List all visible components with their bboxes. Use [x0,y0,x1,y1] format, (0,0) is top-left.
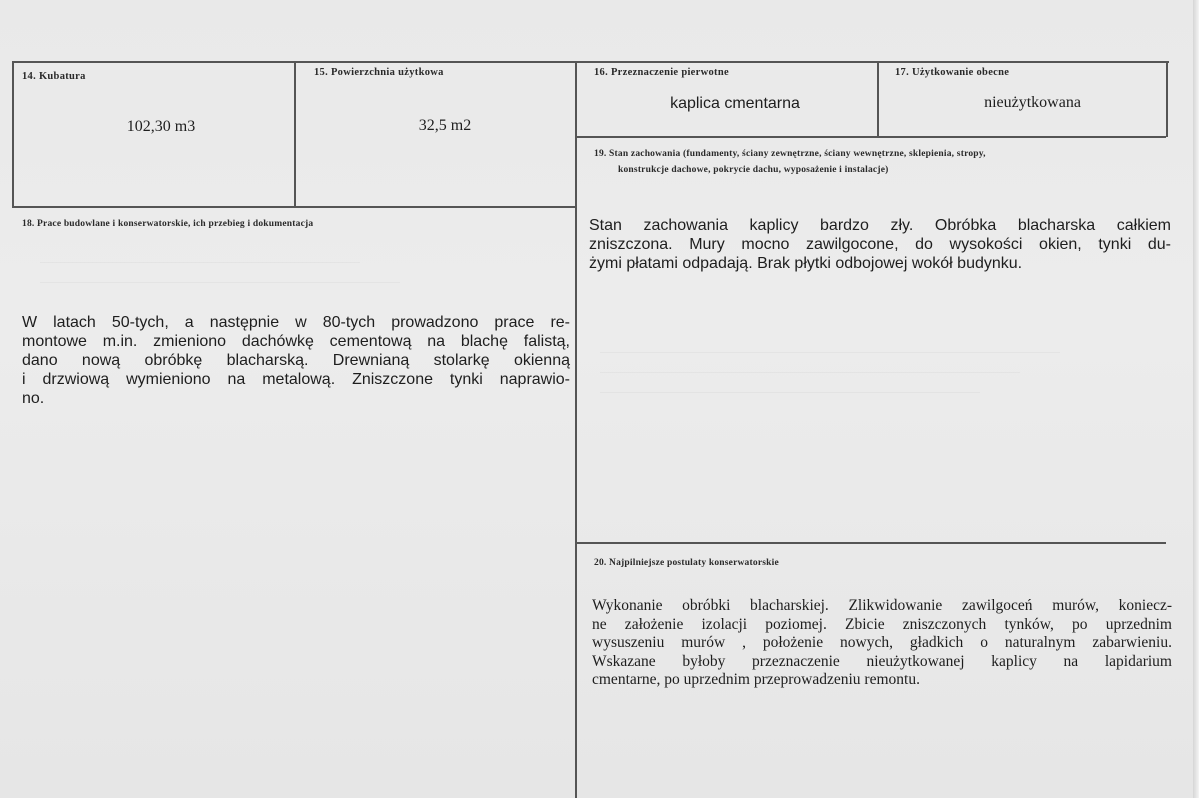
field-20-line: ne założenie izolacji poziomej. Zbicie zniszczonych tynków, po uprzednim [592,615,1172,633]
bleed-through-mark [600,352,1060,353]
field-19-line: żymi płatami odpadają. Brak płytki odbojowej wokół budynku. [589,255,1023,272]
field-16-label: 16. Przeznaczenie pierwotne [594,67,729,78]
field-18-line: i drzwiową wymieniono na metalową. Zniszczone tynki naprawio- [22,371,570,388]
field-20-line: wysuszeniu murów , położenie nowych, gładkich o naturalnym zabarwieniu. [592,634,1172,651]
bleed-through-mark [40,282,400,283]
field-19-label-line: 19. Stan zachowania (fundamenty, ściany zewnętrzne, ściany wewnętrzne, sklepienia, stropy, [594,149,986,159]
rule-under-16-17 [576,136,1166,138]
field-18-line: W latach 50-tych, a następnie w 80-tych prowadzono prace re- [22,314,570,331]
field-19-line: Stan zachowania kaplicy bardzo zły. Obróbka blacharska całkiem [589,217,1171,234]
field-18-label: 18. Prace budowlane i konserwatorskie, ich przebieg i dokumentacja [22,219,314,229]
paper-edge [1193,0,1199,798]
field-14-value: 102,30 m3 [126,118,196,135]
field-18-text [22,313,570,408]
field-20-line: Wykonanie obróbki blacharskiej. Zlikwidowanie zawilgoceń murów, koniecz- [592,597,1172,614]
left-border [12,61,14,207]
field-20-text [592,597,1172,690]
bleed-through-mark [40,262,360,263]
field-19-label [594,146,1154,178]
field-20-line: cmentarne, po uprzednim przeprowadzeniu remontu. [592,671,920,688]
field-19-label-line: konstrukcje dachowe, pokrycie dachu, wyposażenie i instalacje) [618,165,889,175]
field-20-label: 20. Najpilniejsze postulaty konserwatorskie [594,558,779,568]
field-18-line: no. [22,390,45,407]
field-19-text [589,216,1171,273]
right-border [1166,61,1168,137]
field-20-line: Wskazane byłoby przeznaczenie nieużytkowanej kaplicy na lapidarium [592,652,1172,670]
field-19-line: zniszczona. Mury mocno zawilgocone, do wysokości okien, tynki du- [589,236,1171,253]
bleed-through-mark [600,372,1020,373]
divider-16-17 [877,61,879,137]
rule-above-20 [576,542,1166,544]
field-14-label: 14. Kubatura [22,71,86,82]
field-18-line: dano nową obróbkę blacharską. Drewnianą stolarkę okienną [22,352,570,369]
field-15-value: 32,5 m2 [418,117,472,134]
top-rule [12,61,1169,63]
field-16-value: kaplica cmentarna [670,95,800,112]
field-15-label: 15. Powierzchnia użytkowa [314,67,444,78]
field-18-line: montowe m.in. zmieniono dachówkę cementową na blachę falistą, [22,333,570,350]
field-17-value: nieużytkowana [984,94,1081,111]
bleed-through-mark [600,392,980,393]
divider-14-15 [294,61,296,207]
field-17-label: 17. Użytkowanie obecne [895,67,1010,78]
center-divider [575,61,577,798]
